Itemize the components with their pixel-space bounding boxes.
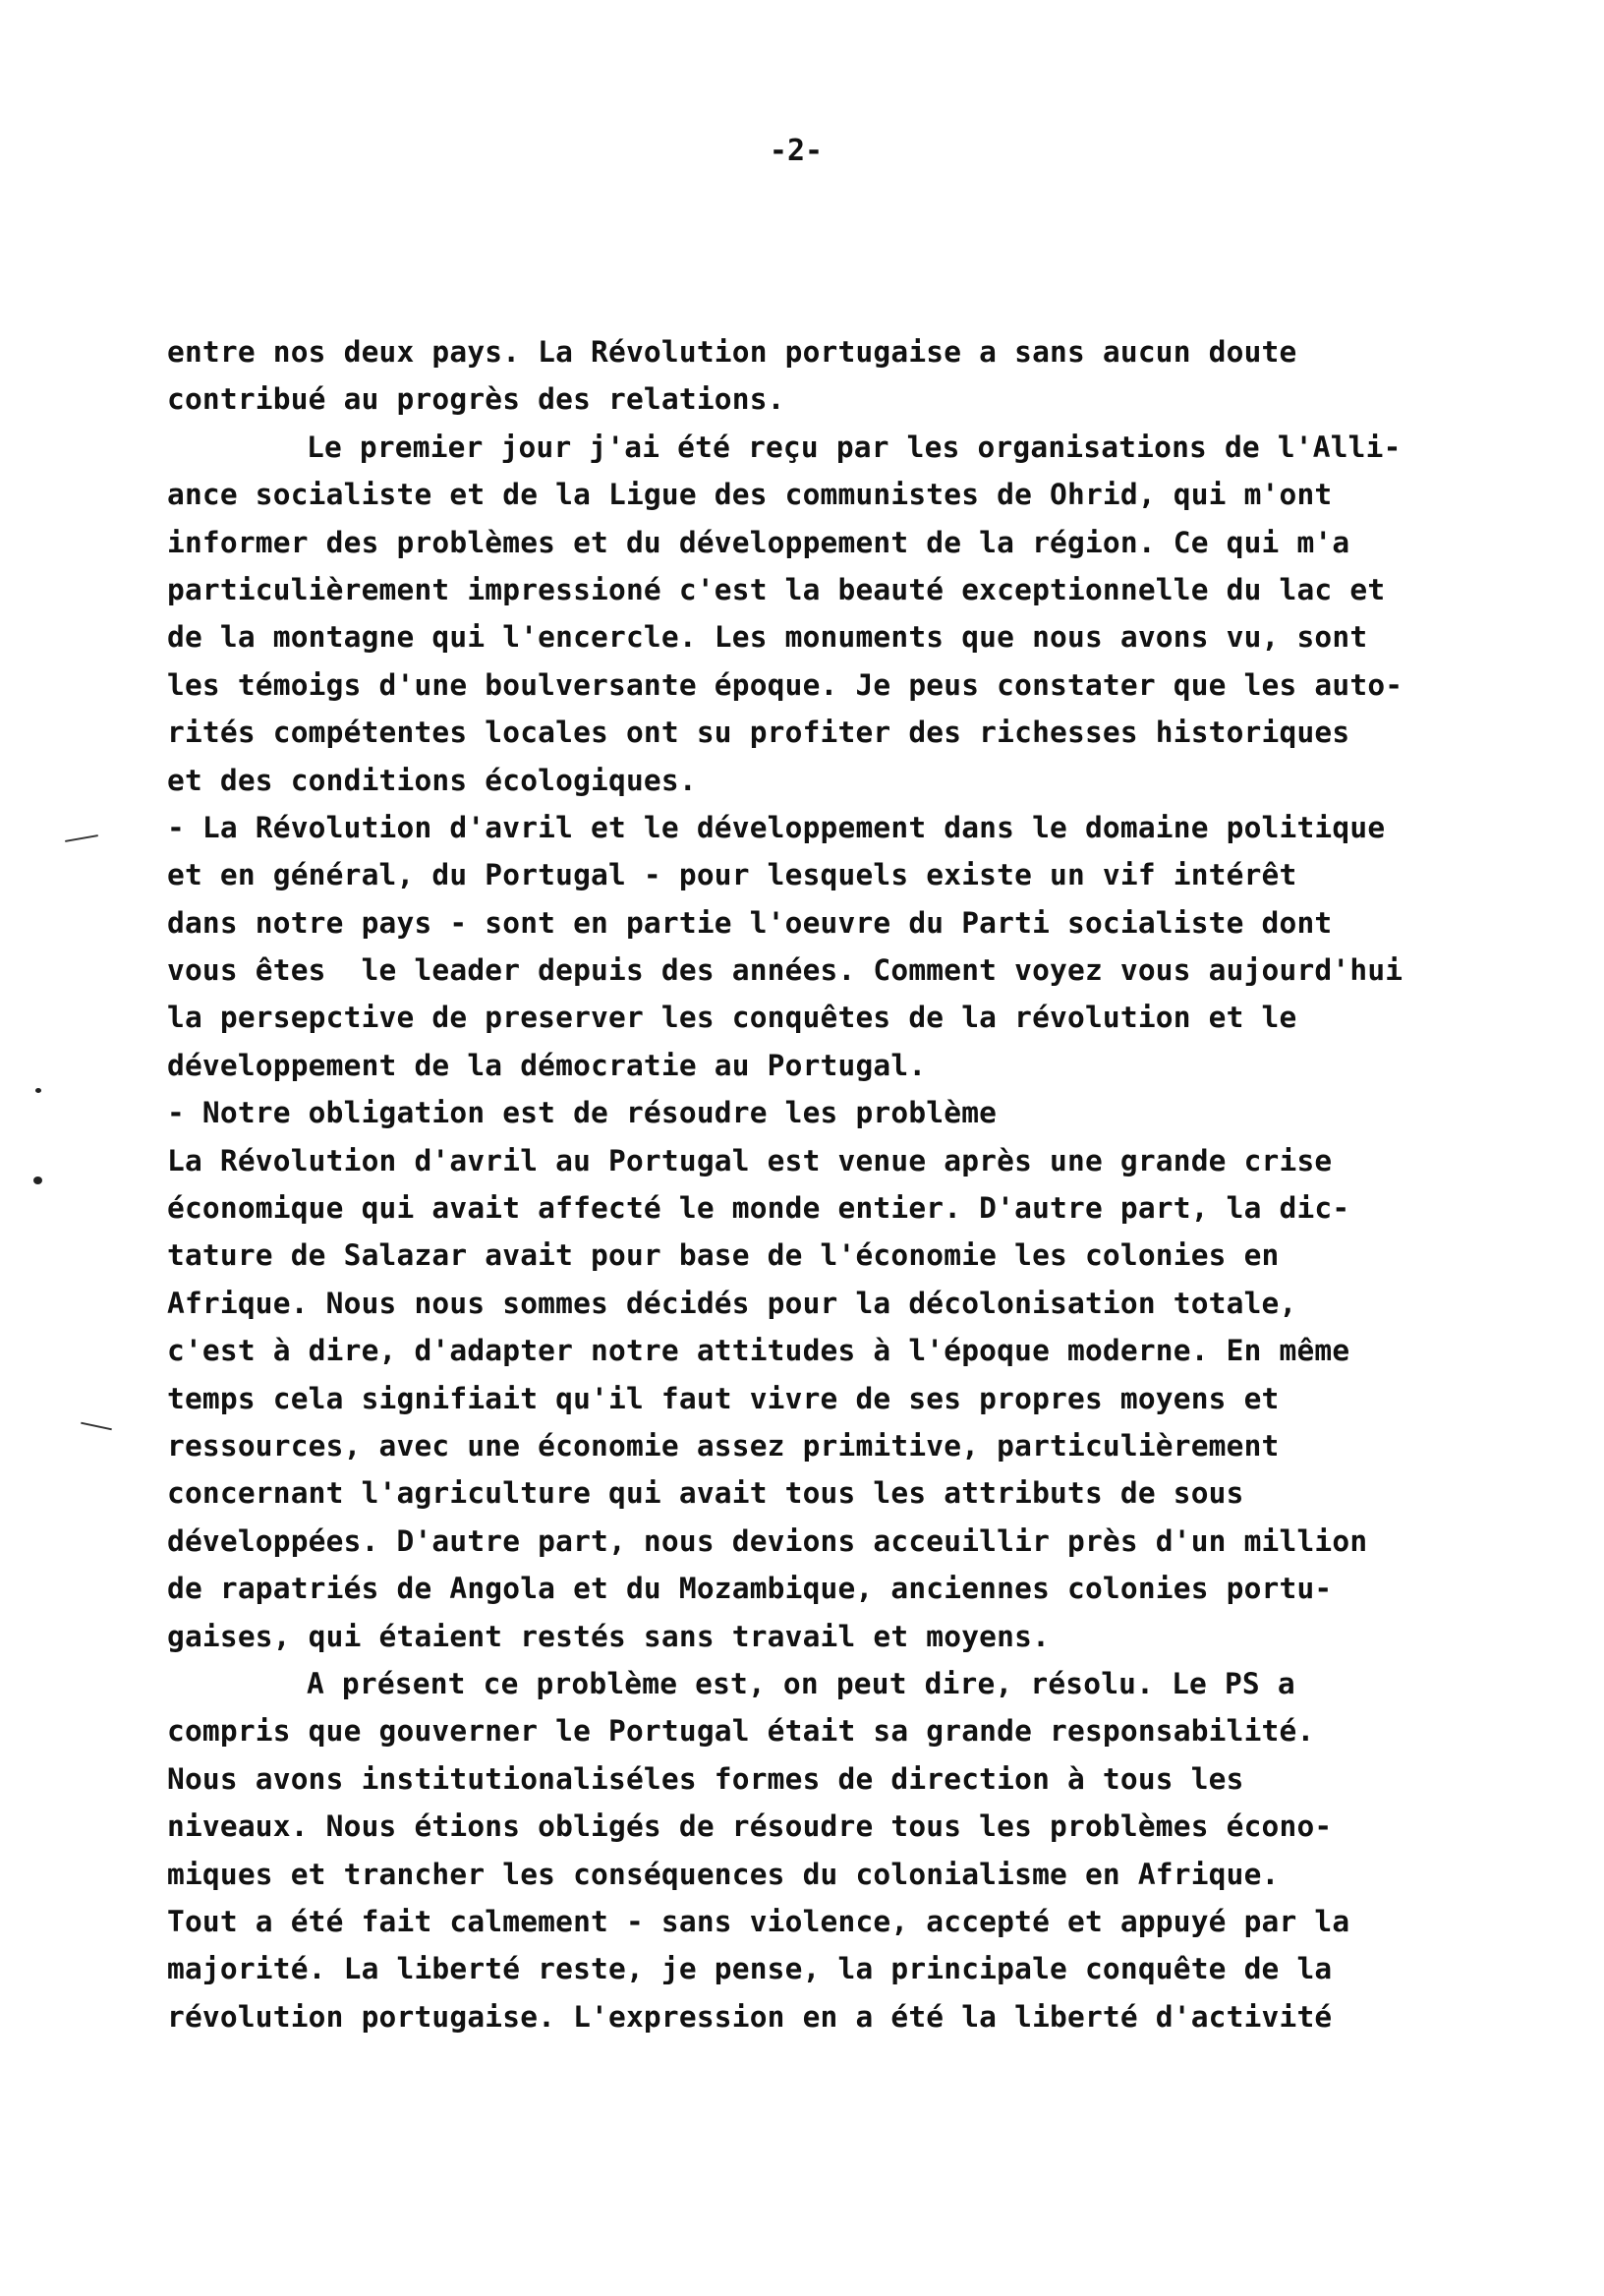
text-line: de rapatriés de Angola et du Mozambique, anciennes colonies portu- [167,1572,1333,1606]
margin-dot [35,1088,41,1093]
text-line: niveaux. Nous étions obligés de résoudre tous les problèmes écono- [167,1809,1333,1844]
text-line: contribué au progrès des relations. [167,382,785,417]
text-line: miques et trancher les conséquences du colonialisme en Afrique. [167,1857,1280,1891]
text-line: économique qui avait affecté le monde entier. D'autre part, la dic- [167,1191,1350,1226]
text-line: développées. D'autre part, nous devions acceuillir près d'un million [167,1523,1368,1558]
text-line: ance socialiste et de la Ligue des communistes de Ohrid, qui m'ont [167,478,1333,512]
margin-dot [33,1177,42,1184]
text-line: gaises, qui étaient restés sans travail et moyens. [167,1619,1051,1653]
text-line: temps cela signifiait qu'il faut vivre de ses propres moyens et [167,1381,1280,1415]
text-line: Le premier jour j'ai été reçu par les organisations de l'Alli- [307,430,1402,464]
text-line: La Révolution d'avril au Portugal est venue après une grande crise [167,1143,1333,1177]
text-line: informer des problèmes et du développement de la région. Ce qui m'a [167,525,1350,559]
margin-mark [81,1422,112,1431]
text-line: développement de la démocratie au Portugal. [167,1048,927,1082]
text-line: la persepctive de preserver les conquêtes de la révolution et le [167,1001,1297,1035]
text-line: concernant l'agriculture qui avait tous les attributs de sous [167,1476,1244,1511]
text-line: rités compétentes locales ont su profiter des richesses historiques [167,716,1350,750]
text-line: - La Révolution d'avril et le développement dans le domaine politique [167,810,1386,844]
text-line: A présent ce problème est, on peut dire, résolu. Le PS a [307,1666,1295,1700]
text-line: dans notre pays - sont en partie l'oeuvre du Parti socialiste dont [167,905,1333,940]
page-number: -2- [769,134,824,168]
text-line: et en général, du Portugal - pour lesquels existe un vif intérêt [167,858,1297,892]
text-line: de la montagne qui l'encercle. Les monuments que nous avons vu, sont [167,620,1368,655]
text-line: Tout a été fait calmement - sans violence, accepté et appuyé par la [167,1904,1350,1938]
text-line: majorité. La liberté reste, je pense, la principale conquête de la [167,1952,1333,1986]
text-line: tature de Salazar avait pour base de l'économie les colonies en [167,1238,1280,1273]
text-line: et des conditions écologiques. [167,763,697,797]
text-line: c'est à dire, d'adapter notre attitudes à l'époque moderne. En même [167,1334,1350,1368]
text-line: ressources, avec une économie assez primitive, particulièrement [167,1428,1280,1463]
text-line: Afrique. Nous nous sommes décidés pour la décolonisation totale, [167,1286,1297,1320]
text-line: vous êtes le leader depuis des années. Comment voyez vous aujourd'hui [167,953,1404,988]
text-line: entre nos deux pays. La Révolution portugaise a sans aucun doute [167,335,1297,369]
text-line: Nous avons institutionaliséles formes de direction à tous les [167,1761,1244,1796]
text-line: compris que gouverner le Portugal était sa grande responsabilité. [167,1714,1315,1749]
text-line: les témoigs d'une boulversante époque. Je peus constater que les auto- [167,667,1404,702]
letter-body [167,328,1573,2040]
text-line: particulièrement impressioné c'est la beauté exceptionnelle du lac et [167,572,1386,606]
text-line: révolution portugaise. L'expression en a été la liberté d'activité [167,1999,1333,2034]
text-line: - Notre obligation est de résoudre les problème [167,1096,998,1130]
margin-mark [65,834,98,842]
